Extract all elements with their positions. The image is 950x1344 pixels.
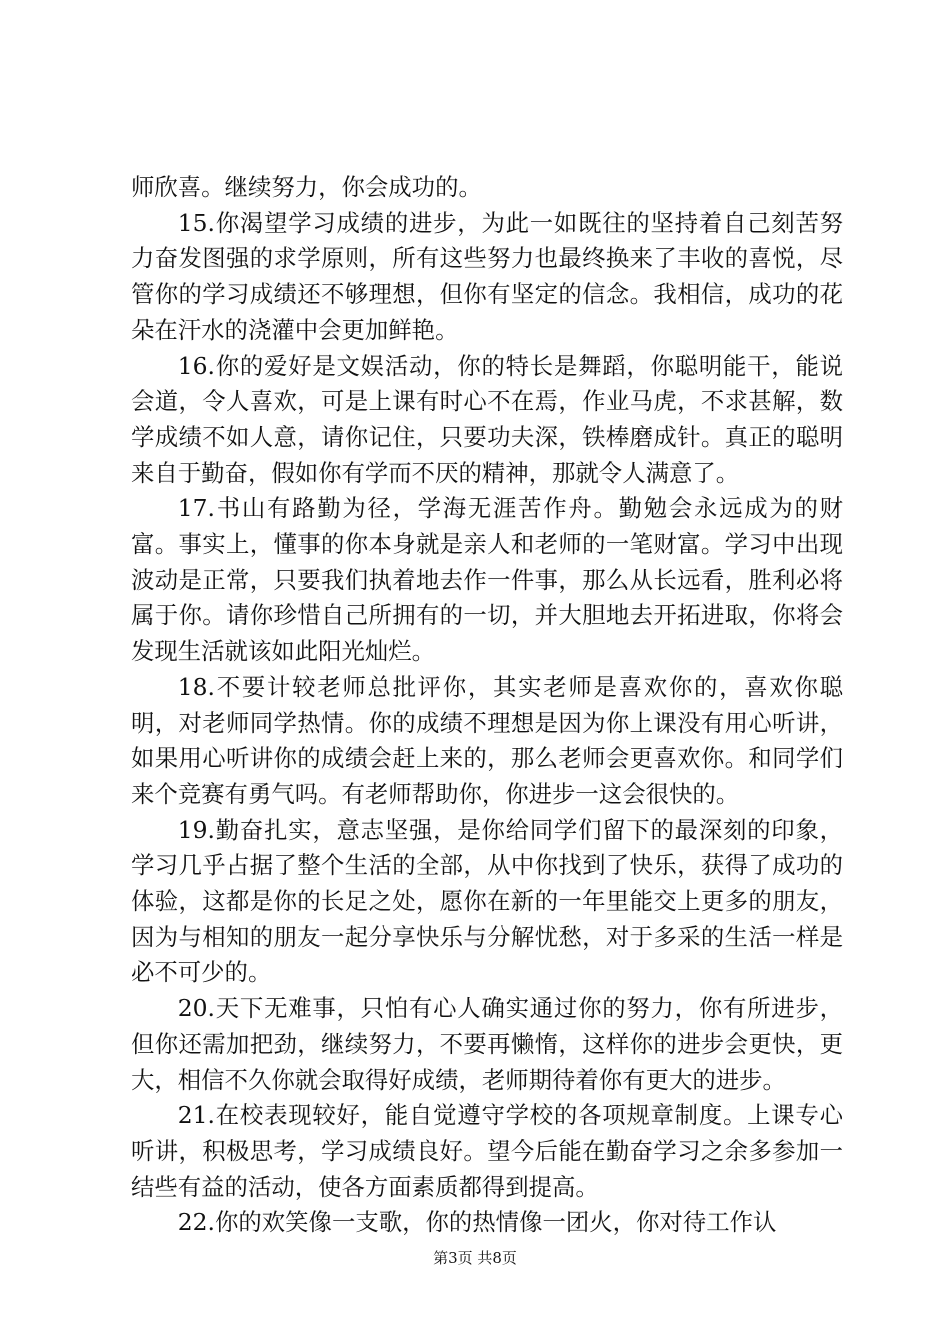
page-footer	[0, 1247, 950, 1268]
paragraph-15: 15.你渴望学习成绩的进步，为此一如既往的坚持着自己刻苦努力奋发图强的求学原则，所有这些努力也最终换来了丰收的喜悦，尽管你的学习成绩还不够理想，但你有坚定的信念。我相信，成功的花朵在汗水的浇灌中会更加鲜艳。	[131, 208, 843, 344]
document-body	[131, 170, 843, 1241]
paragraph-17: 17.书山有路勤为径，学海无涯苦作舟。勤勉会永远成为的财富。事实上，懂事的你本身就是亲人和老师的一笔财富。学习中出现波动是正常，只要我们执着地去作一件事，那么从长远看，胜利必将属于你。请你珍惜自己所拥有的一切，并大胆地去开拓进取，你将会发现生活就该如此阳光灿烂。	[131, 494, 843, 666]
paragraph-21: 21.在校表现较好，能自觉遵守学校的各项规章制度。上课专心听讲，积极思考，学习成绩良好。望今后能在勤奋学习之余多参加一结些有益的活动，使各方面素质都得到提高。	[131, 1101, 843, 1201]
paragraph-18: 18.不要计较老师总批评你，其实老师是喜欢你的，喜欢你聪明，对老师同学热情。你的成绩不理想是因为你上课没有用心听讲，如果用心听讲你的成绩会赶上来的，那么老师会更喜欢你。和同学们来个竞赛有勇气吗。有老师帮助你，你进步一这会很快的。	[131, 672, 843, 808]
paragraph-continuation: 师欣喜。继续努力，你会成功的。	[131, 173, 482, 201]
paragraph-22: 22.你的欢笑像一支歌，你的热情像一团火，你对待工作认	[177, 1208, 777, 1237]
paragraph-20: 20.天下无难事，只怕有心人确实通过你的努力，你有所进步，但你还需加把劲，继续努力，不要再懒惰，这样你的进步会更快，更大，相信不久你就会取得好成绩，老师期待着你有更大的进步。	[131, 994, 843, 1094]
paragraph-19: 19.勤奋扎实，意志坚强，是你给同学们留下的最深刻的印象，学习几乎占据了整个生活的全部，从中你找到了快乐，获得了成功的体验，这都是你的长足之处，愿你在新的一年里能交上更多的朋友，因为与相知的朋友一起分享快乐与分解忧愁，对于多采的生活一样是必不可少的。	[131, 815, 843, 987]
paragraph-16: 16.你的爱好是文娱活动，你的特长是舞蹈，你聪明能干，能说会道，令人喜欢，可是上课有时心不在焉，作业马虎，不求甚解，数学成绩不如人意，请你记住，只要功夫深，铁棒磨成针。真正的聪明来自于勤奋，假如你有学而不厌的精神，那就令人满意了。	[131, 351, 843, 487]
page-number: 第3页 共8页	[433, 1249, 517, 1267]
